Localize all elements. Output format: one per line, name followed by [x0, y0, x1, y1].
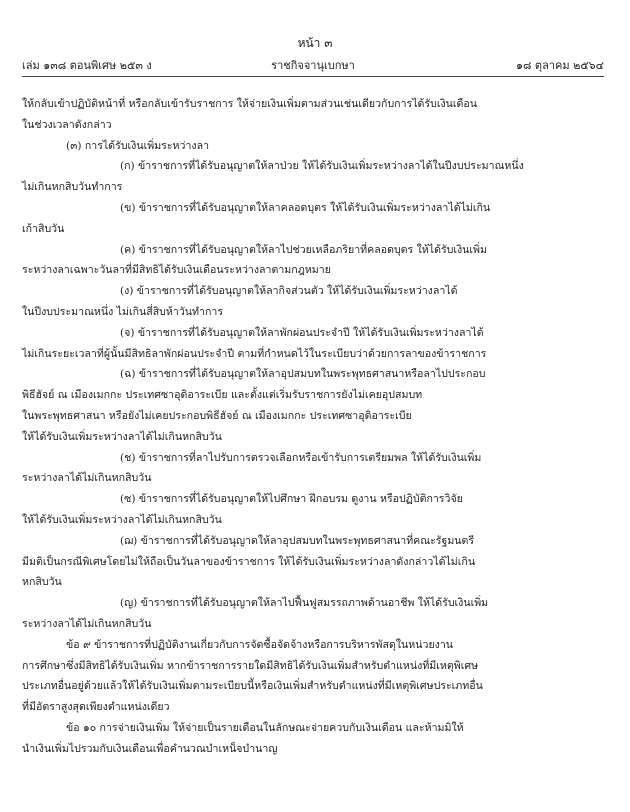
text-line: ไม่เกินระยะเวลาที่ผู้นั้นมีสิทธิลาพักผ่อนประจำปี ตามที่กำหนดไว้ในระเบียบว่าด้วยการลาของข้าราชการ [22, 347, 487, 360]
text-line: ระหว่างลาได้ไม่เกินหกสิบวัน [22, 472, 152, 485]
text-line: เก้าสิบวัน [22, 222, 65, 235]
text-line: นำเงินเพิ่มไปรวมกับเงินเดือนเพื่อคำนวณบำเหน็จบำนาญ [22, 742, 278, 755]
page-number: หน้า ๓ [297, 36, 333, 50]
text-line: มีมติเป็นกรณีพิเศษโดยไม่ให้ถือเป็นวันลาของข้าราชการ ให้ได้รับเงินเพิ่มระหว่างลาดังกล่าวได้ไม่เกิน [22, 555, 476, 568]
text-line: ในช่วงเวลาดังกล่าว [22, 118, 112, 131]
text-line: (ข) ข้าราชการที่ได้รับอนุญาตให้ลาคลอดบุตร ให้ได้รับเงินเพิ่มระหว่างลาได้ไม่เกิน [120, 201, 491, 214]
volume-issue: เล่ม ๑๓๘ ตอนพิเศษ ๒๕๓ ง [22, 59, 152, 72]
publication-date: ๑๘ ตุลาคม ๒๕๖๔ [515, 59, 604, 72]
text-line: ให้ได้รับเงินเพิ่มระหว่างลาได้ไม่เกินหกสิบวัน [22, 513, 222, 526]
publication-name: ราชกิจจานุเบกษา [271, 59, 355, 72]
text-line: ในปีงบประมาณหนึ่ง ไม่เกินสี่สิบห้าวันทำการ [22, 305, 224, 318]
text-line: ข้อ ๙ ข้าราชการที่ปฏิบัติงานเกี่ยวกับการจัดซื้อจัดจ้างหรือการบริหารพัสดุในหน่วยงาน [66, 638, 454, 651]
text-line: พิธีฮัจย์ ณ เมืองเมกกะ ประเทศซาอุดิอาระเบีย และตั้งแต่เริ่มรับราชการยังไม่เคยอุปสมบท [22, 389, 423, 402]
text-line: ประเภทอื่นอยู่ด้วยแล้วให้ได้รับเงินเพิ่มตามระเบียบนี้หรือเงินเพิ่มสำหรับตำแหน่งที่มีเหตุพิเศษประเภทอื่น [22, 680, 483, 693]
text-line: ข้อ ๑๐ การจ่ายเงินเพิ่ม ให้จ่ายเป็นรายเดือนในลักษณะจ่ายควบกับเงินเดือน และห้ามมิให้ [66, 721, 464, 734]
text-line: ในพระพุทธศาสนา หรือยังไม่เคยประกอบพิธีฮัจย์ ณ เมืองเมกกะ ประเทศซาอุดิอาระเบีย [22, 409, 412, 422]
header-divider [22, 76, 604, 77]
text-line: หกสิบวัน [22, 576, 62, 589]
text-line: ที่มีอัตราสูงสุดเพียงตำแหน่งเดียว [22, 701, 170, 714]
document-body [22, 94, 604, 760]
text-line: (ก) ข้าราชการที่ได้รับอนุญาตให้ลาป่วย ให้ได้รับเงินเพิ่มระหว่างลาได้ในปีงบประมาณหนึ่ง [120, 160, 524, 173]
text-line: ไม่เกินหกสิบวันทำการ [22, 181, 123, 194]
text-line: (ฉ) ข้าราชการที่ได้รับอนุญาตให้ลาอุปสมบทในพระพุทธศาสนาหรือลาไปประกอบ [120, 368, 486, 381]
gazette-header [22, 56, 604, 74]
text-line: การศึกษาซึ่งมีสิทธิได้รับเงินเพิ่ม หากข้าราชการรายใดมีสิทธิได้รับเงินเพิ่มสำหรับตำแหน่งที่มีเหตุพิเศษ [22, 659, 479, 672]
text-line: ระหว่างลาเฉพาะวันลาที่มีสิทธิได้รับเงินเดือนระหว่างลาตามกฎหมาย [22, 264, 331, 277]
text-line: ระหว่างลาได้ไม่เกินหกสิบวัน [22, 617, 152, 630]
text-line: (จ) ข้าราชการที่ได้รับอนุญาตให้ลาพักผ่อนประจำปี ให้ได้รับเงินเพิ่มระหว่างลาได้ [120, 326, 484, 339]
text-line: (๓) การได้รับเงินเพิ่มระหว่างลา [66, 139, 210, 152]
text-line: (ซ) ข้าราชการที่ได้รับอนุญาตให้ไปศึกษา ฝึกอบรม ดูงาน หรือปฏิบัติการวิจัย [120, 493, 463, 506]
text-line: (ช) ข้าราชการที่ลาไปรับการตรวจเลือกหรือเข้ารับการเตรียมพล ให้ได้รับเงินเพิ่ม [120, 451, 482, 464]
text-line: (ค) ข้าราชการที่ได้รับอนุญาตให้ลาไปช่วยเหลือภริยาที่คลอดบุตร ให้ได้รับเงินเพิ่ม [120, 243, 488, 256]
text-line: (ญ) ข้าราชการที่ได้รับอนุญาตให้ลาไปฟื้นฟูสมรรถภาพด้านอาชีพ ให้ได้รับเงินเพิ่ม [120, 597, 489, 610]
text-line: ให้ได้รับเงินเพิ่มระหว่างลาได้ไม่เกินหกสิบวัน [22, 430, 222, 443]
text-line: ให้กลับเข้าปฏิบัติหน้าที่ หรือกลับเข้ารับราชการ ให้จ่ายเงินเพิ่มตามส่วนเช่นเดียวกับการได้รับเงินเดือน [22, 98, 477, 110]
text-line: (ง) ข้าราชการที่ได้รับอนุญาตให้ลากิจส่วนตัว ให้ได้รับเงินเพิ่มระหว่างลาได้ [120, 285, 458, 298]
text-line: (ฌ) ข้าราชการที่ได้รับอนุญาตให้ลาอุปสมบทในพระพุทธศาสนาที่คณะรัฐมนตรี [120, 534, 475, 547]
